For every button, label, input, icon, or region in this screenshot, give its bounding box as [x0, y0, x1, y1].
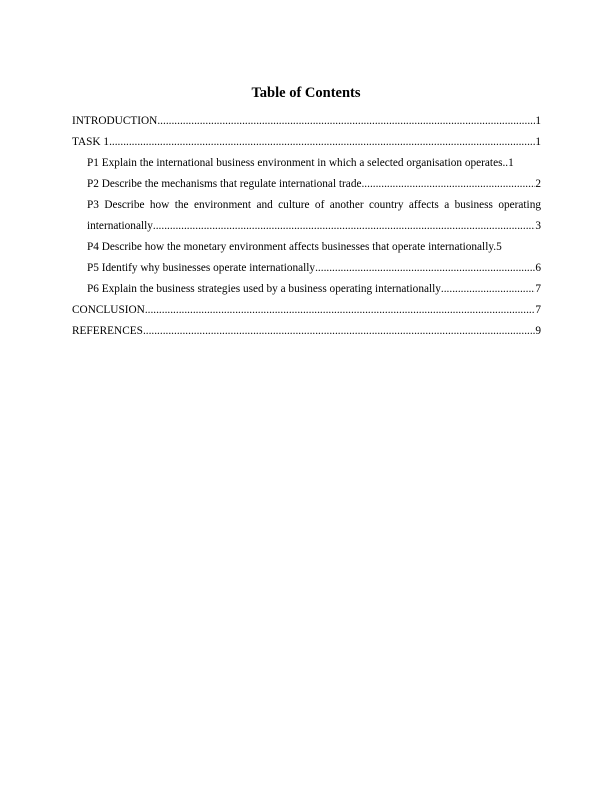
toc-entry-conclusion[interactable]	[72, 302, 541, 323]
toc-dot-leader	[315, 261, 535, 275]
toc-page-number: 5	[496, 241, 502, 253]
toc-dot-leader	[143, 324, 535, 338]
toc-page-number: 7	[535, 283, 541, 295]
toc-page-number: 1	[535, 115, 541, 127]
toc-entry-label: P1 Explain the international business environment in which a selected organisation operates..	[87, 157, 509, 169]
toc-title: Table of Contents	[251, 85, 361, 101]
toc-dot-leader	[109, 135, 535, 149]
toc-dot-leader	[145, 303, 536, 317]
toc-entry-label: P5 Identify why businesses operate internationally	[87, 262, 316, 274]
toc-entry-p3[interactable]	[72, 197, 541, 239]
toc-entry-label: P6 Explain the business strategies used by a business operating internationally	[87, 283, 441, 295]
toc-entry-p6[interactable]	[72, 281, 541, 302]
toc-page-number: 1	[508, 157, 514, 169]
toc-page-number: 3	[535, 220, 541, 232]
toc-entry-introduction[interactable]	[72, 113, 541, 134]
toc-entry-label: CONCLUSION	[72, 304, 145, 316]
toc-entry-line-2	[87, 218, 541, 239]
toc-entry-task-1[interactable]	[72, 134, 541, 155]
toc-page-number: 6	[535, 262, 541, 274]
toc-entry-label: INTRODUCTION	[72, 115, 158, 127]
toc-dot-leader	[441, 282, 535, 296]
toc-entry-p2[interactable]	[72, 176, 541, 197]
toc-entry-label-line-1: P3 Describe how the environment and culture of another country affects a business operating	[87, 199, 541, 211]
toc-entry-p5[interactable]	[72, 260, 541, 281]
toc-dot-leader	[361, 177, 535, 191]
toc-page-number: 1	[535, 136, 541, 148]
table-of-contents	[72, 113, 541, 344]
toc-entry-label: P4 Describe how the monetary environment affects businesses that operate internationally.	[87, 241, 497, 253]
toc-page-number: 7	[535, 304, 541, 316]
toc-entry-label: REFERENCES	[72, 325, 143, 337]
toc-page-number: 2	[535, 178, 541, 190]
toc-dot-leader	[157, 114, 535, 128]
toc-entry-label: TASK 1	[72, 136, 110, 148]
toc-entry-p1[interactable]	[72, 155, 541, 176]
toc-entry-p4[interactable]	[72, 239, 541, 260]
toc-entry-label: P2 Describe the mechanisms that regulate international trade	[87, 178, 362, 190]
toc-entry-references[interactable]	[72, 323, 541, 344]
toc-page-number: 9	[535, 325, 541, 337]
toc-dot-leader	[153, 219, 535, 233]
toc-entry-label-line-2: internationally	[87, 220, 153, 232]
